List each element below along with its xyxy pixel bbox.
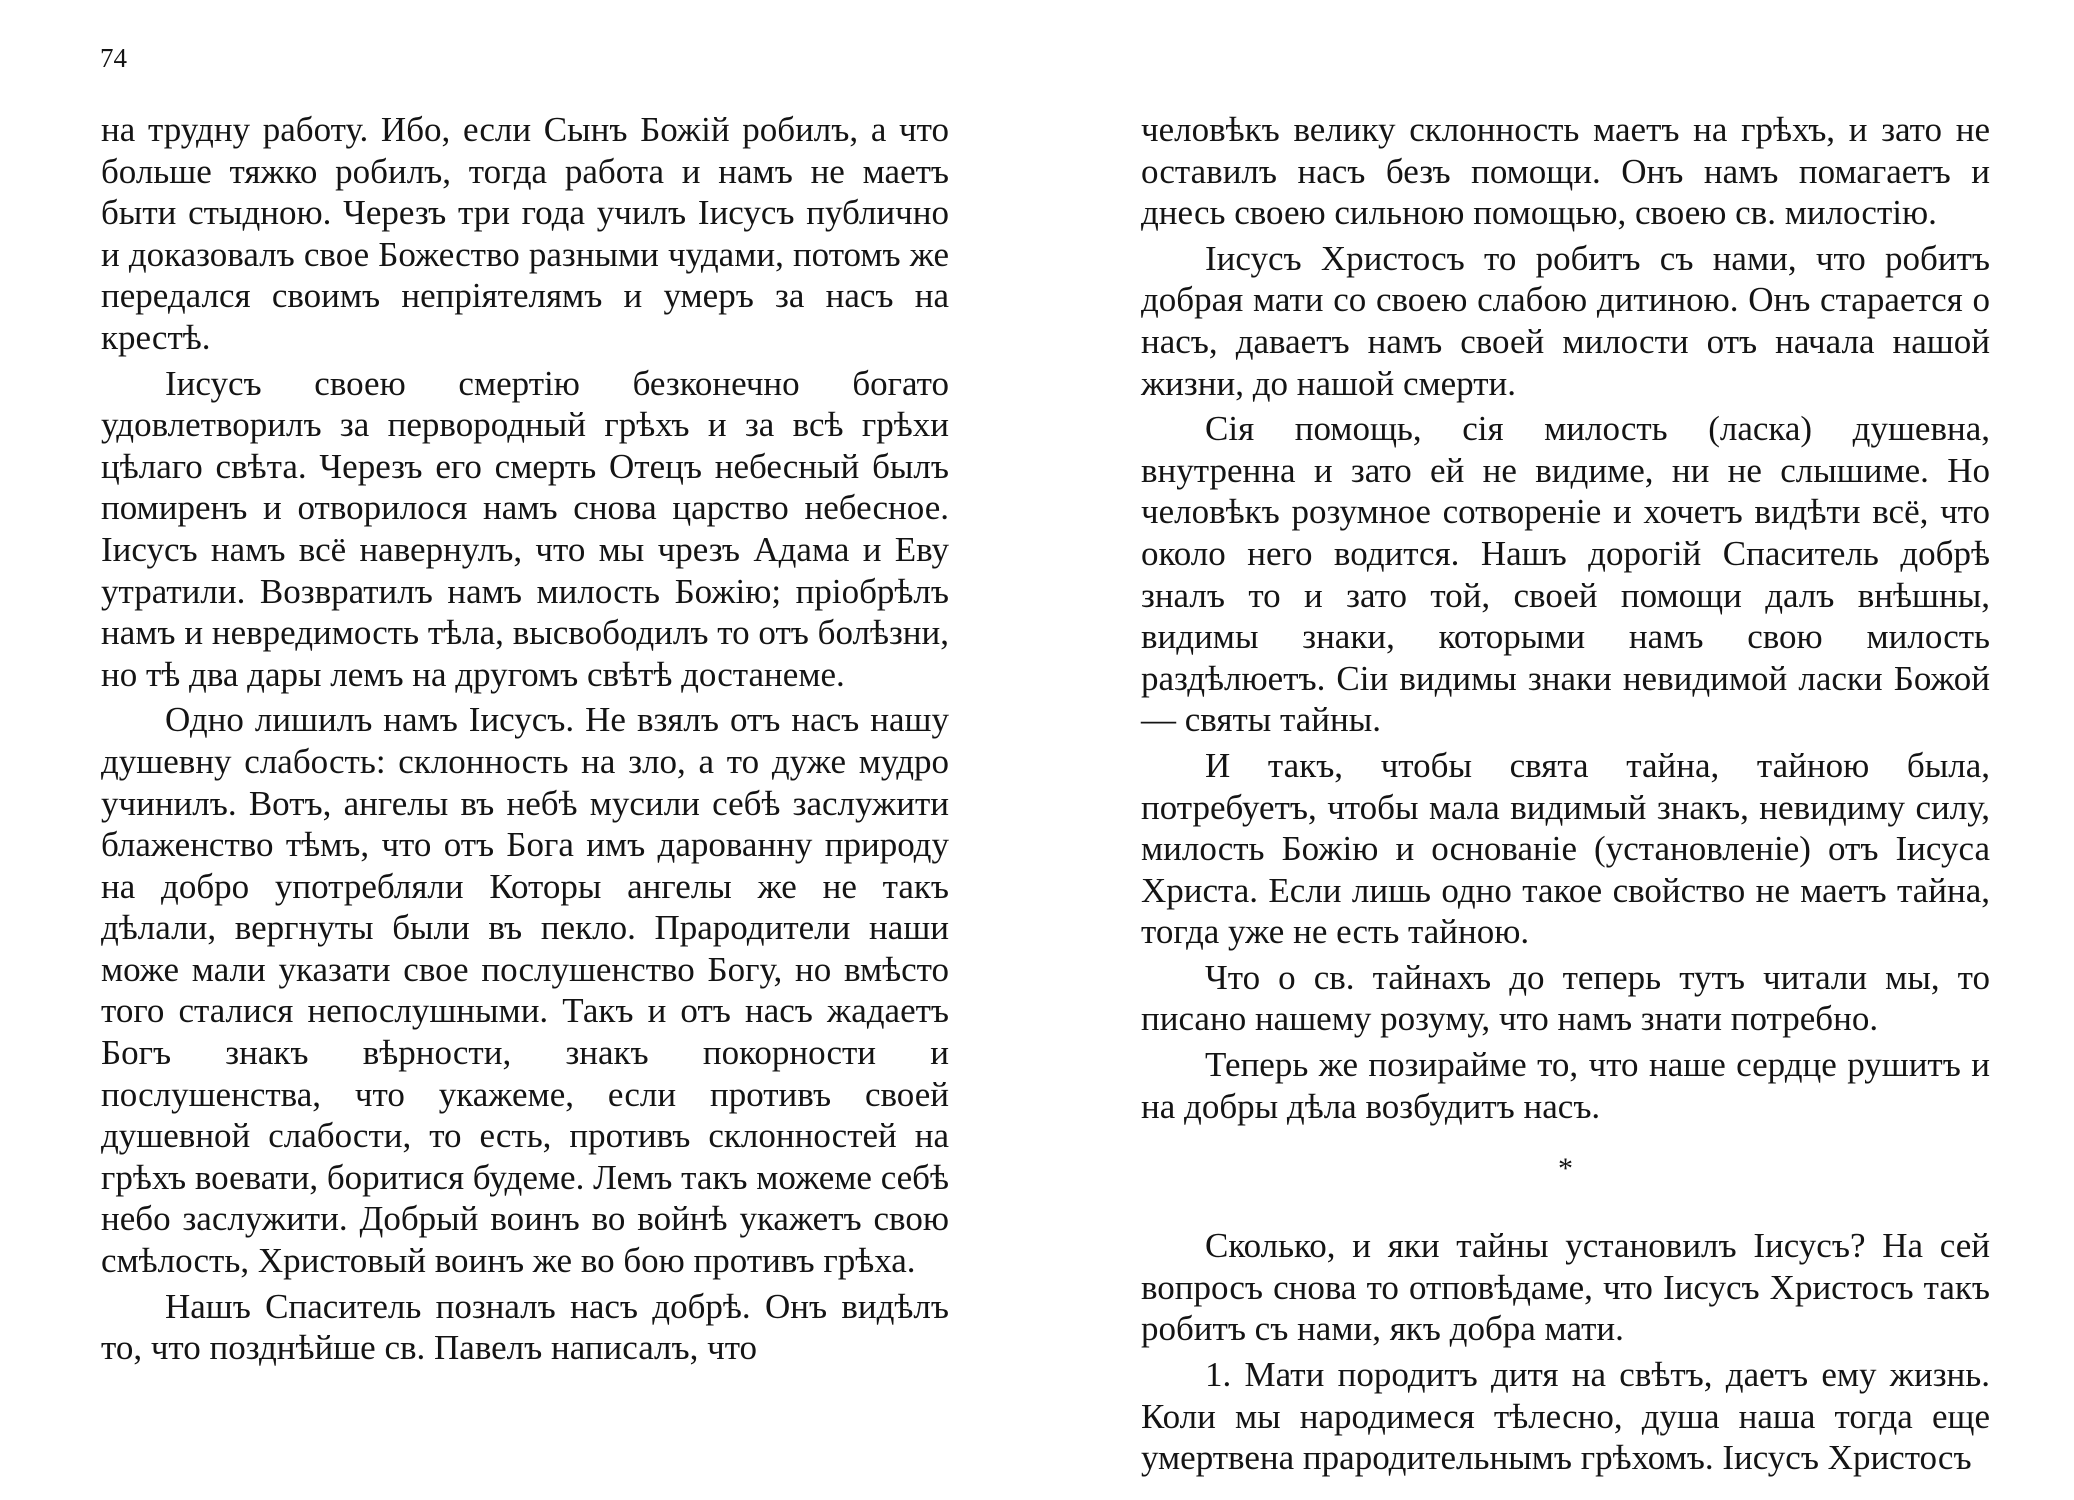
paragraph: Что о св. тайнахъ до теперь тутъ читали мы, то писано нашему розуму, что намъ знати потребно. [1141,957,1990,1039]
paragraph: 1. Мати породитъ дитя на свѣтъ, даетъ ему жизнь. Коли мы народимеся тѣлесно, душа наша тогда еще умертвена прародительнымъ грѣхомъ. Іисусъ Христосъ [1141,1355,1990,1478]
page-number: 74 [100,43,127,73]
left-page-column [101,109,949,1373]
paragraph: Сія помощь, сія милость (ласка) душевна, внутренна и зато ей не видиме, ни не слышиме. Но человѣкъ розумное сотвореніе и хочетъ видѣти всё, что около него водится. Нашъ дорогій Спаситель добрѣ зналъ то и зато той, своей помощи далъ внѣшны, видимы знаки, которыми намъ свою милость раздѣлюетъ. Сіи видимы знаки невидимой ласки Божой — святы тайны. [1141,409,1990,740]
paragraph: человѣкъ велику склонность маетъ на грѣхъ, и зато не оставилъ насъ безъ помощи. Онъ намъ помагаетъ и днесь своею сильною помощью, своею св. милостію. [1141,110,1990,233]
paragraph: Теперь же позирайме то, что наше сердце рушитъ и на добры дѣла возбудитъ насъ. [1141,1045,1990,1126]
paragraph: Одно лишилъ намъ Іисусъ. Не взялъ отъ насъ нашу душевну слабость: склонность на зло, а то дуже мудро учинилъ. Вотъ, ангелы въ небѣ мусили себѣ заслужити блаженство тѣмъ, что отъ Бога имъ дарованну природу на добро употребляли Которы ангелы же не такъ дѣлали, вергнуты были въ пекло. Прародители наши може мали указати свое послушенство Богу, но вмѣсто того сталися непослушными. Такъ и отъ насъ жадаетъ Богъ знакъ вѣрности, знакъ покорности и послушенства, что укажеме, если противъ своей душевной слабости, то есть, противъ склонностей на грѣхъ воевати, боритися будеме. Лемъ такъ можеме себѣ небо заслужити. Добрый воинъ во войнѣ укажетъ свою смѣлость, Христовый воинъ же во бою противъ грѣха. [101,700,949,1281]
paragraph: Іисусъ Христосъ то робитъ съ нами, что робитъ добрая мати со своею слабою дитиною. Онъ старается о насъ, даваетъ намъ своей милости отъ начала нашой жизни, до нашой смерти. [1141,238,1990,403]
right-page-column [1141,109,1990,1483]
paragraph: Іисусъ своею смертію безконечно богато удовлетворилъ за первородный грѣхъ и за всѣ грѣхи цѣлаго свѣта. Черезъ его смерть Отецъ небесный былъ помиренъ и отворилося намъ снова царство небесное. Іисусъ намъ всё навернулъ, что мы чрезъ Адама и Еву утратили. Возвратилъ намъ милость Божію; пріобрѣлъ намъ и невредимость тѣла, высвободилъ то отъ болѣзни, но тѣ два дары лемъ на другомъ свѣтѣ достанеме. [101,363,949,694]
paragraph: на трудну работу. Ибо, если Сынъ Божій робилъ, а что больше тяжко робилъ, тогда работа и намъ не маетъ быти стыдною. Черезъ три года училъ Іисусъ публично и доказовалъ свое Божество разными чудами, потомъ же передался своимъ непріятелямъ и умеръ за насъ на крестѣ. [101,110,949,357]
section-separator: * [1558,1152,1573,1186]
paragraph: И такъ, чтобы свята тайна, тайною была, потребуетъ, чтобы мала видимый знакъ, невидиму силу, милость Божію и основаніе (установленіе) отъ Іисуса Христа. Если лишь одно такое свойство не маетъ тайна, тогда уже не есть тайною. [1141,745,1990,952]
paragraph: Нашъ Спаситель позналъ насъ добрѣ. Онъ видѣлъ то, что позднѣйше св. Павелъ написалъ, что [101,1286,949,1368]
paragraph: Сколько, и яки тайны установилъ Іисусъ? На сей вопросъ снова то отповѣдаме, что Іисусъ Христосъ такъ робитъ съ нами, якъ добра мати. [1141,1226,1990,1349]
